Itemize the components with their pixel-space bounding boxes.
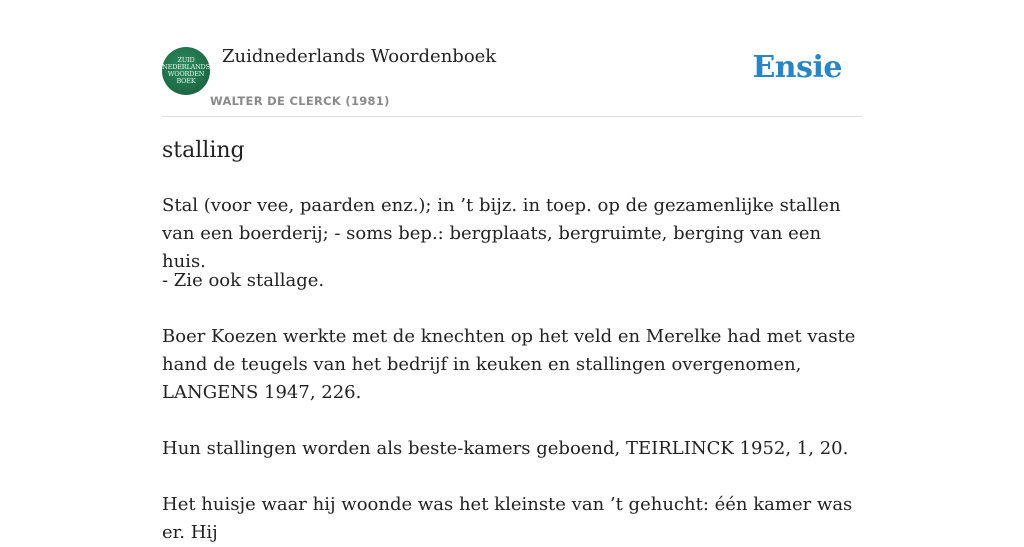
logo-line-3: WOORDEN (167, 70, 205, 78)
logo-line-2: NEDERLANDS (162, 63, 210, 71)
dictionary-title[interactable]: Zuidnederlands Woordenboek (222, 46, 497, 67)
entry-definition: Stal (voor vee, paarden enz.); in ’t bijz. in toep. op de gezamenlijke stallen van een boerderij; - soms bep.: bergplaats, bergruimte, berging van een huis. (162, 195, 841, 272)
entry-headword: stalling (162, 138, 245, 163)
logo-line-1: ZUID (177, 56, 195, 64)
dictionary-author: WALTER DE CLERCK (1981) (210, 94, 390, 108)
entry-quote: Boer Koezen werkte met de knechten op het veld en Merelke had met vaste hand de teugels van het bedrijf in keuken en stallingen overgenomen, LANGENS 1947, 226. (162, 326, 856, 403)
entry-quote: Het huisje waar hij woonde was het kleinste van ’t gehucht: één kamer was er. Hij (162, 494, 853, 543)
dictionary-header (162, 0, 862, 117)
entry-see-also: - Zie ook stallage. (162, 270, 325, 291)
entry-quote: Hun stallingen worden als beste-kamers geboend, TEIRLINCK 1952, 1, 20. (162, 438, 849, 459)
ensie-brand-link[interactable]: Ensie (752, 50, 842, 85)
dictionary-logo[interactable] (162, 47, 210, 95)
logo-line-4: BOEK (176, 77, 196, 85)
page-container (162, 0, 862, 543)
